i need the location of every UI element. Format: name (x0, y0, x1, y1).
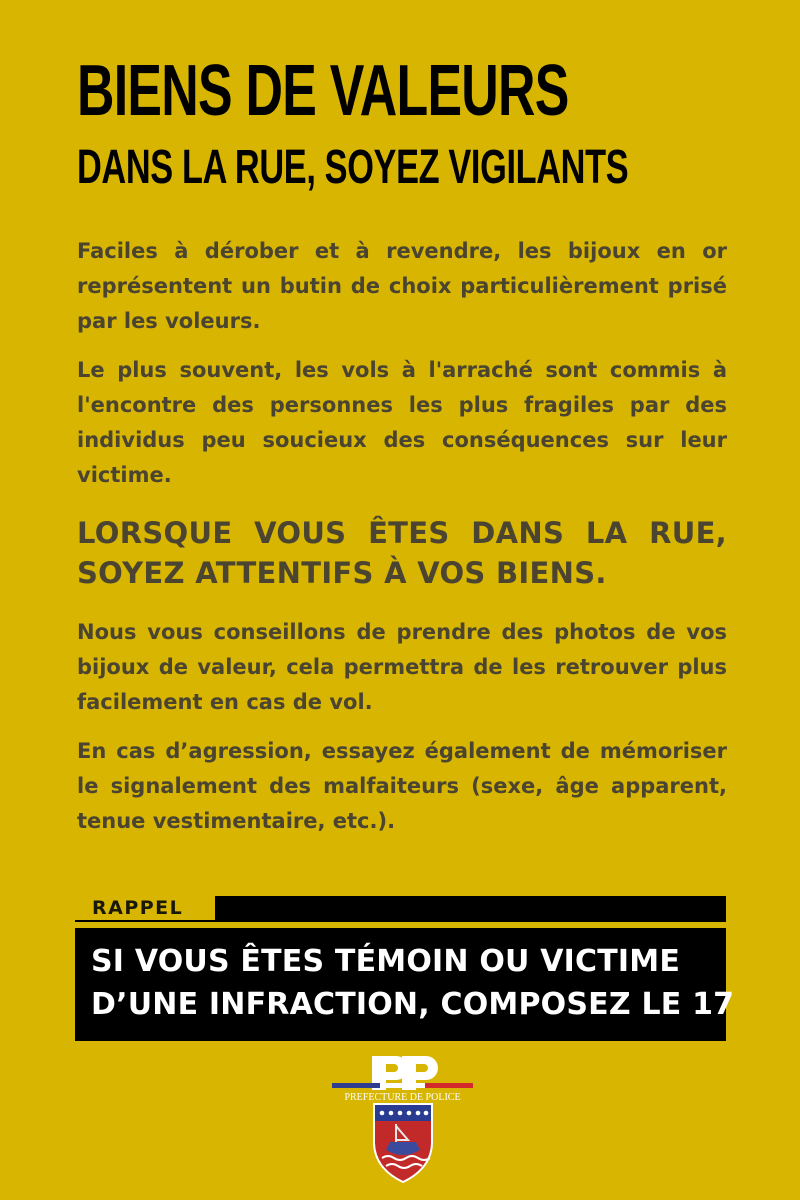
paragraph-intro: Faciles à dérober et à revendre, les bijoux en or représentent un butin de choix particulièrement prisé par les voleurs. (77, 239, 727, 333)
rappel-box (75, 928, 735, 1041)
paragraph-aggression-advice: En cas d’agression, essayez également de mémoriser le signalement des malfaiteurs (sexe, âge apparent, tenue vestimentaire, etc.). (77, 739, 727, 833)
tricolor-red (425, 1083, 473, 1088)
poster-header (77, 50, 727, 833)
prefecture-de-police-logo (330, 1050, 475, 1185)
tricolor-blue (332, 1083, 380, 1088)
logo-text: PREFECTURE DE POLICE (344, 1092, 461, 1103)
poster-body (77, 234, 727, 839)
paragraph-thefts: Le plus souvent, les vols à l'arraché sont commis à l'encontre des personnes les plus fragiles par des individus peu soucieux des conséquences sur leur victime. (77, 358, 727, 487)
poster-subtitle: DANS LA RUE, SOYEZ VIGILANTS (77, 141, 629, 194)
rappel-label: RAPPEL (92, 897, 184, 919)
tricolor-white (380, 1083, 425, 1088)
rappel-tab (75, 896, 215, 920)
rappel-line-1: SI VOUS ÊTES TÉMOIN OU VICTIME (91, 944, 681, 979)
rappel-line-2: D’UNE INFRACTION, COMPOSEZ LE 17 (91, 987, 735, 1022)
poster-title: BIENS DE VALEURS (77, 51, 569, 131)
paragraph-photos-advice: Nous vous conseillons de prendre des photos de vos bijoux de valeur, cela permettra de les retrouver plus facilement en cas de vol. (77, 620, 727, 714)
paris-shield-icon (374, 1104, 432, 1182)
paragraph-warning: LORSQUE VOUS ÊTES DANS LA RUE, SOYEZ ATTENTIFS À VOS BIENS. (77, 516, 727, 590)
